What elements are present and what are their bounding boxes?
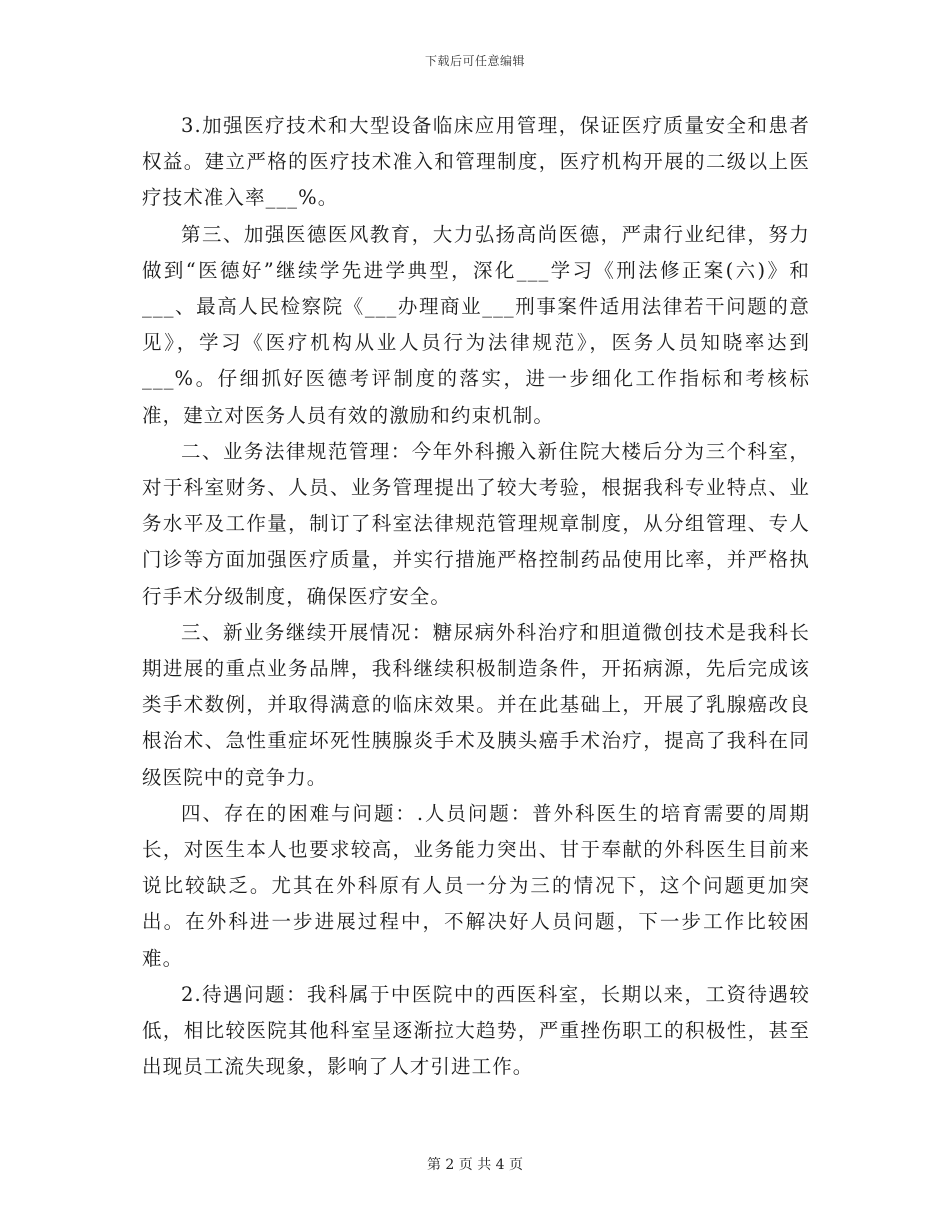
paragraph-medical-ethics: 第三、加强医德医风教育，大力弘扬高尚医德，严肃行业纪律，努力做到“医德好”继续学先进学典型，深化___学习《刑法修正案(六)》和___、最高人民检察院《___办理商业___刑事案件适用法律若干问题的意见》，学习《医疗机构从业人员行为法律规范》，医务人员知晓率达到___%。仔细抓好医德考评制度的落实，进一步细化工作指标和考核标准，建立对医务人员有效的激励和约束机制。 [142,222,810,427]
page-number: 第 2 页 共 4 页 [426,1157,524,1173]
paragraph-business-management: 二、业务法律规范管理：今年外科搬入新住院大楼后分为三个科室，对于科室财务、人员、业务管理提出了较大考验，根据我科专业特点、业务水平及工作量，制订了科室法律规范管理规章制度，从分组管理、专人门诊等方面加强医疗质量，并实行措施严格控制药品使用比率，并严格执行手术分级制度，确保医疗安全。 [142,439,810,608]
paragraph-salary-issue: 2.待遇问题：我科属于中医院中的西医科室，长期以来，工资待遇较低，相比较医院其他科室呈逐渐拉大趋势，严重挫伤职工的积极性，甚至出现员工流失现象，影响了人才引进工作。 [142,982,810,1079]
paragraph-new-business: 三、新业务继续开展情况：糖尿病外科治疗和胆道微创技术是我科长期进展的重点业务品牌，我科继续积极制造条件，开拓病源，先后完成该类手术数例，并取得满意的临床效果。并在此基础上，开展了乳腺癌改良根治术、急性重症坏死性胰腺炎手术及胰头癌手术治疗，提高了我科在同级医院中的竞争力。 [142,620,810,789]
paragraph-medical-technology: 3.加强医疗技术和大型设备临床应用管理，保证医疗质量安全和患者权益。建立严格的医疗技术准入和管理制度，医疗机构开展的二级以上医疗技术准入率___%。 [142,114,810,210]
document-body [142,108,810,1085]
page-header: 下载后可任意编辑 [424,54,525,68]
paragraph-difficulties: 四、存在的困难与问题：.人员问题：普外科医生的培育需要的周期长，对医生本人也要求较高，业务能力突出、甘于奉献的外科医生目前来说比较缺乏。尤其在外科原有人员一分为三的情况下，这个问题更加突出。在外科进一步进展过程中，不解决好人员问题，下一步工作比较困难。 [142,801,810,970]
